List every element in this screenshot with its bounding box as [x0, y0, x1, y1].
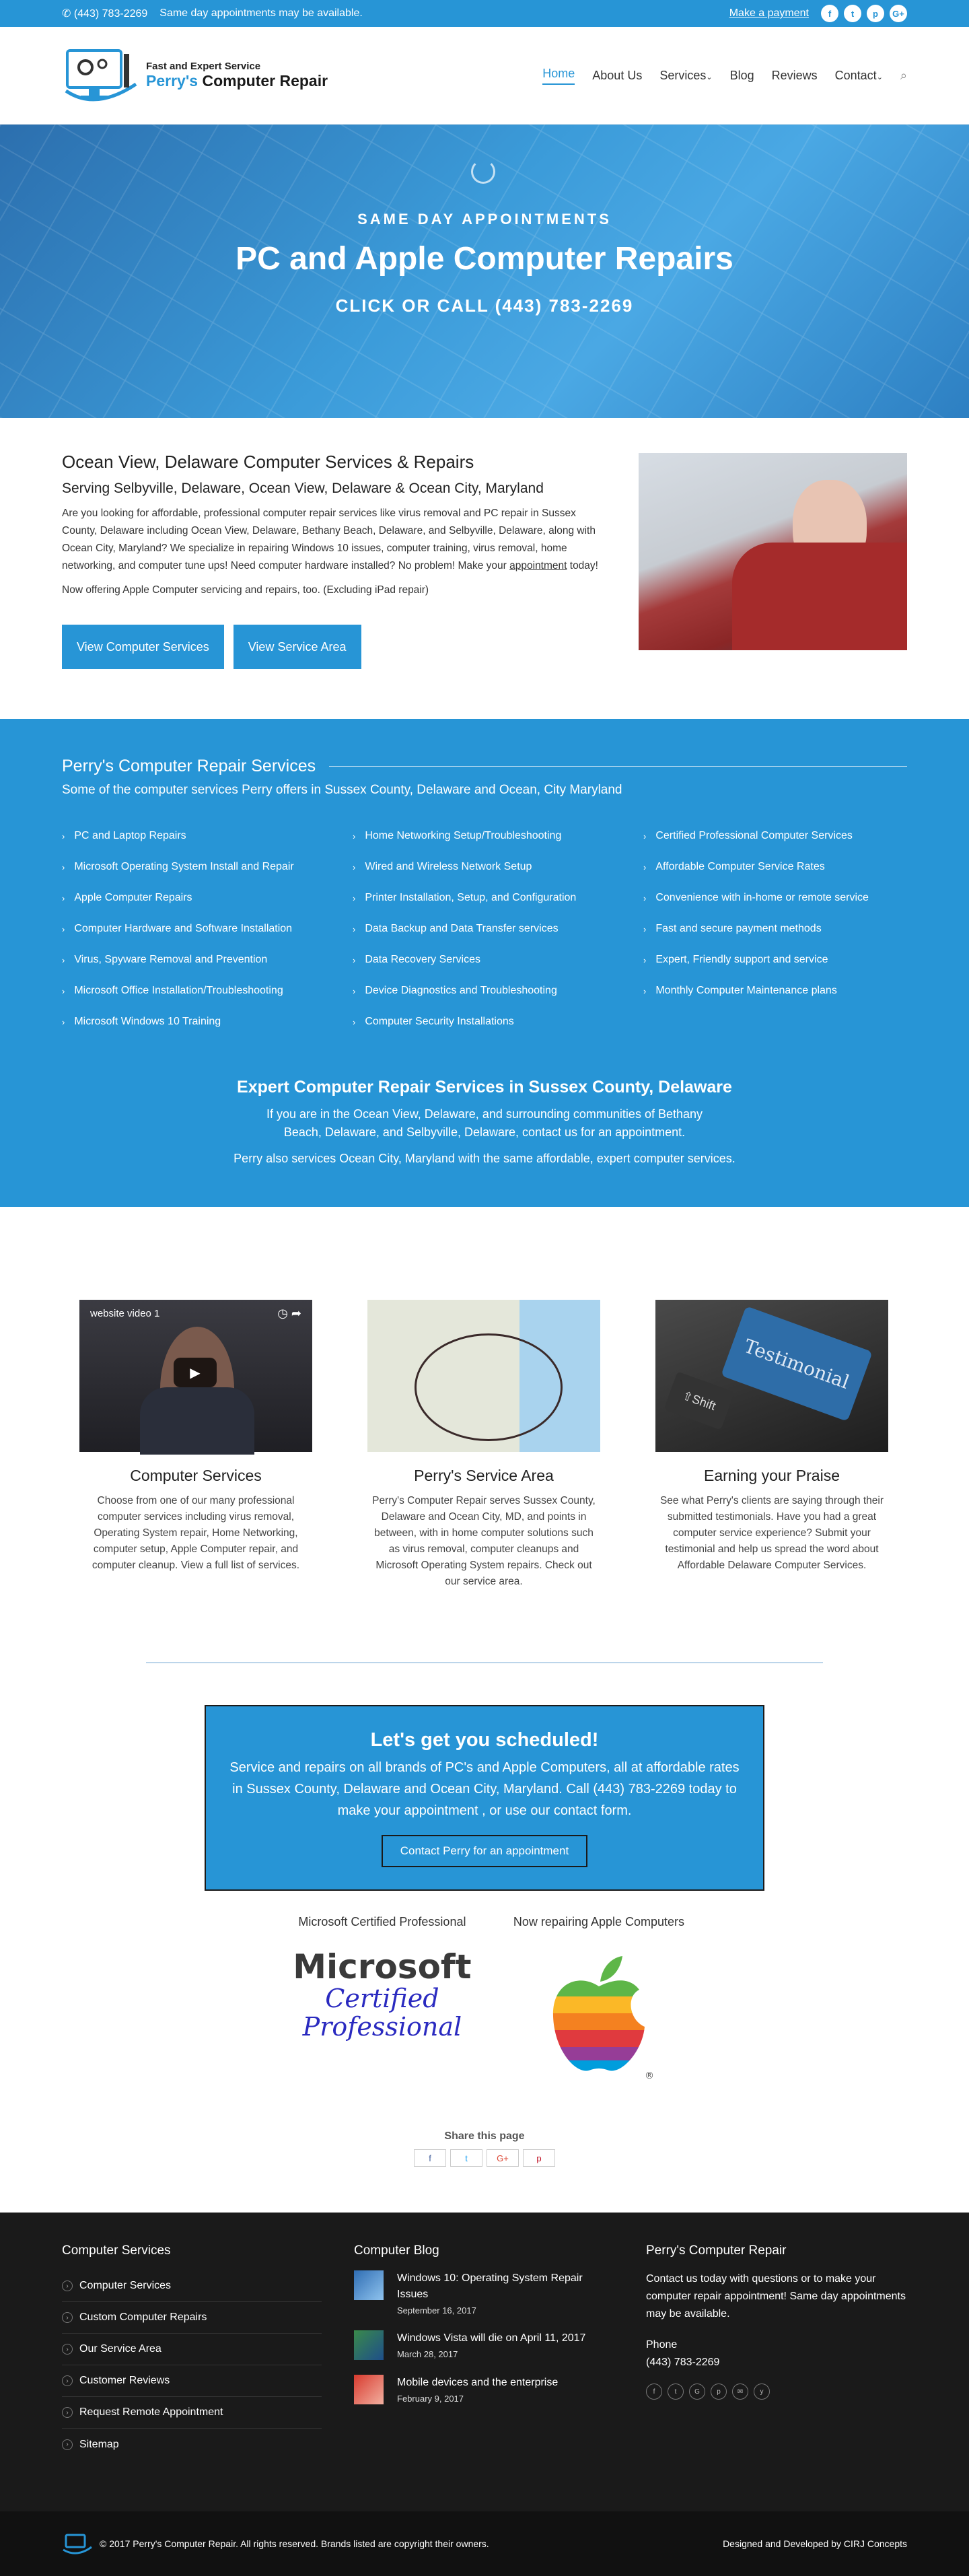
- service-item: › Computer Hardware and Software Installation: [62, 923, 293, 934]
- certifications: [0, 1891, 969, 2130]
- google-plus-icon[interactable]: G: [689, 2383, 705, 2400]
- twitter-icon[interactable]: t: [668, 2383, 684, 2400]
- service-item: › Convenience with in-home or remote service: [643, 892, 869, 903]
- yelp-icon[interactable]: y: [754, 2383, 770, 2400]
- chevron-right-icon: ›: [643, 985, 647, 996]
- service-item: › Expert, Friendly support and service: [643, 954, 828, 965]
- service-item: › Certified Professional Computer Services: [643, 830, 853, 841]
- search-icon[interactable]: ⌕: [900, 68, 907, 82]
- facebook-icon[interactable]: f: [646, 2383, 662, 2400]
- chevron-right-icon: ›: [62, 862, 65, 872]
- apple-logo-icon: [545, 1949, 653, 2084]
- logo-tagline: Fast and Expert Service: [146, 61, 261, 72]
- ms-cert-title: Microsoft Certified Professional: [298, 1915, 466, 1928]
- chevron-right-icon: ›: [62, 924, 65, 934]
- service-item: › Fast and secure payment methods: [643, 923, 822, 934]
- schedule-body: Service and repairs on all brands of PC's and Apple Computers, all at affordable rates in Sussex County, Delaware and Ocean City, Maryland. Call (443) 783-2269 today to make your appointment , or use our contact form.: [229, 1760, 740, 1818]
- share-facebook-icon[interactable]: f: [414, 2149, 446, 2167]
- logo-brand: Perry's Computer Repair: [146, 72, 328, 90]
- chevron-right-icon: ›: [62, 1016, 65, 1027]
- service-item: › Affordable Computer Service Rates: [643, 861, 825, 872]
- services-column-2: [353, 821, 616, 1037]
- video-title: website video 1: [90, 1308, 160, 1319]
- feature-service-area: [367, 1300, 600, 1622]
- contact-button[interactable]: Contact Perry for an appointment: [382, 1835, 587, 1867]
- service-item: › Monthly Computer Maintenance plans: [643, 985, 837, 996]
- service-item: › Device Diagnostics and Troubleshooting: [353, 985, 557, 996]
- main-nav: [542, 67, 907, 85]
- services-subtitle: Some of the computer services Perry offers in Sussex County, Delaware and Ocean, City Maryland: [62, 783, 622, 797]
- expert-block: [62, 1078, 907, 1168]
- play-icon[interactable]: ▶: [174, 1358, 217, 1387]
- hero-call-link[interactable]: CLICK OR CALL (443) 783-2269: [335, 295, 634, 316]
- blog-post[interactable]: Windows 10: Operating System Repair Issues September 16, 2017: [354, 2270, 614, 2316]
- service-item: › Data Recovery Services: [353, 954, 480, 965]
- service-item: › Microsoft Operating System Install and Repair: [62, 861, 294, 872]
- nav-about[interactable]: About Us: [592, 68, 643, 82]
- footer-about-body: Contact us today with questions or to make your computer repair appointment! Same day appointments may be available.: [646, 2273, 906, 2320]
- service-item: › Computer Security Installations: [353, 1016, 514, 1027]
- hero-subtitle: SAME DAY APPOINTMENTS: [357, 211, 612, 228]
- site-logo[interactable]: [62, 44, 328, 108]
- phone-link[interactable]: ✆ (443) 783-2269: [62, 8, 148, 20]
- footer-about-title: Perry's Computer Repair: [646, 2243, 787, 2258]
- testimonial-image[interactable]: [655, 1300, 888, 1452]
- share-icon[interactable]: ◷ ➦: [277, 1307, 301, 1320]
- share-section: [0, 2130, 969, 2213]
- chevron-right-icon: ›: [62, 2439, 73, 2450]
- footer-services: [62, 2243, 322, 2511]
- feature-computer-services: [79, 1300, 312, 1622]
- services-section: [0, 719, 969, 1207]
- expert-body: If you are in the Ocean View, Delaware, and surrounding communities of Bethany Beach, Delaware, and Selbyville, Delaware, contact us for an appointment.: [266, 1107, 703, 1139]
- feature-praise: [655, 1300, 888, 1622]
- view-area-button[interactable]: View Service Area: [234, 625, 361, 669]
- chevron-right-icon: ›: [62, 954, 65, 965]
- appointment-link[interactable]: appointment: [509, 560, 567, 571]
- feature-body: Choose from one of our many professional computer services including virus removal, Operating System repair, Home Networking, computer setup, Apple Computer repair, and computer cleanup. View a full list of services.: [92, 1495, 300, 1571]
- footer-link[interactable]: › Custom Computer Repairs: [62, 2302, 322, 2334]
- footer-about: [646, 2243, 906, 2511]
- designer-credit[interactable]: Designed and Developed by CIRJ Concepts: [723, 2538, 907, 2549]
- google-plus-icon[interactable]: G+: [890, 5, 907, 22]
- chevron-right-icon: ›: [62, 831, 65, 841]
- top-bar: [0, 0, 969, 27]
- feature-body: See what Perry's clients are saying through their submitted testimonials. Have you had a great computer service experience? Submit your testimonial and help us spread the word about Affordable Delaware Computer Services.: [659, 1495, 884, 1571]
- shift-key: ⇧ Shift: [663, 1371, 734, 1430]
- intro-subtitle: Serving Selbyville, Delaware, Ocean View, Delaware & Ocean City, Maryland: [62, 481, 544, 496]
- chevron-right-icon: ›: [353, 831, 356, 841]
- blog-post[interactable]: Windows Vista will die on April 11, 2017 March 28, 2017: [354, 2330, 614, 2360]
- loading-icon: [471, 160, 495, 184]
- nav-services[interactable]: Services⌄: [659, 68, 713, 82]
- chevron-down-icon: ⌄: [876, 73, 883, 81]
- service-item: › Wired and Wireless Network Setup: [353, 861, 532, 872]
- feature-title[interactable]: Perry's Service Area: [414, 1467, 554, 1484]
- share-twitter-icon[interactable]: t: [450, 2149, 482, 2167]
- nav-reviews[interactable]: Reviews: [771, 68, 818, 82]
- footer-link[interactable]: › Customer Reviews: [62, 2365, 322, 2397]
- chevron-right-icon: ›: [643, 862, 647, 872]
- footer-logo-icon: [62, 2532, 93, 2555]
- copyright: © 2017 Perry's Computer Repair. All rights reserved. Brands listed are copyright their owners.: [100, 2538, 489, 2549]
- footer-social: [646, 2383, 906, 2400]
- post-thumbnail: [354, 2330, 384, 2360]
- view-services-button[interactable]: View Computer Services: [62, 625, 224, 669]
- chevron-right-icon: ›: [62, 893, 65, 903]
- service-item: › PC and Laptop Repairs: [62, 830, 186, 841]
- blog-post[interactable]: Mobile devices and the enterprise February 9, 2017: [354, 2375, 614, 2404]
- pinterest-icon[interactable]: p: [867, 5, 884, 22]
- svg-text:®: ®: [644, 2070, 654, 2081]
- intro-section: [0, 418, 969, 719]
- chevron-right-icon: ›: [643, 954, 647, 965]
- feature-title[interactable]: Computer Services: [130, 1467, 262, 1484]
- footer-link[interactable]: › Sitemap: [62, 2429, 322, 2460]
- chevron-right-icon: ›: [643, 831, 647, 841]
- microsoft-certified-logo: Microsoft Certified Professional: [293, 1947, 472, 2042]
- apple-note: Now offering Apple Computer servicing and repairs, too. (Excluding iPad repair): [62, 584, 429, 596]
- facebook-icon[interactable]: f: [821, 5, 838, 22]
- apple-cert-title: Now repairing Apple Computers: [513, 1915, 685, 1928]
- footer-services-title: Computer Services: [62, 2243, 171, 2258]
- make-payment-link[interactable]: Make a payment: [729, 7, 809, 19]
- post-thumbnail: [354, 2375, 384, 2404]
- site-header: [0, 27, 969, 125]
- bottom-bar: [0, 2511, 969, 2576]
- hero-title: PC and Apple Computer Repairs: [236, 241, 733, 277]
- chevron-down-icon: ⌄: [706, 73, 713, 81]
- footer-phone[interactable]: (443) 783-2269: [646, 2357, 720, 2368]
- chevron-right-icon: ›: [62, 2344, 73, 2355]
- share-pinterest-icon[interactable]: p: [523, 2149, 555, 2167]
- services-column-3: [643, 821, 907, 1037]
- chevron-right-icon: ›: [353, 954, 356, 965]
- footer-blog-title: Computer Blog: [354, 2243, 439, 2258]
- chevron-right-icon: ›: [62, 2375, 73, 2386]
- share-google-icon[interactable]: G+: [487, 2149, 519, 2167]
- mail-icon[interactable]: ✉: [732, 2383, 748, 2400]
- service-item: › Apple Computer Repairs: [62, 892, 192, 903]
- perry-photo: [639, 453, 907, 650]
- chevron-right-icon: ›: [62, 2281, 73, 2291]
- chevron-right-icon: ›: [643, 893, 647, 903]
- footer-blog: [354, 2243, 614, 2511]
- service-area-map[interactable]: [367, 1300, 600, 1452]
- service-item: › Data Backup and Data Transfer services: [353, 923, 559, 934]
- chevron-right-icon: ›: [62, 2312, 73, 2323]
- expert-also: Perry also services Ocean City, Maryland with the same affordable, expert computer services.: [234, 1152, 735, 1165]
- chevron-right-icon: ›: [62, 2407, 73, 2418]
- ms-cert: [285, 1915, 480, 2130]
- testimonial-key: Testimonial: [721, 1306, 873, 1422]
- schedule-title: Let's get you scheduled!: [370, 1729, 599, 1751]
- service-item: › Printer Installation, Setup, and Configuration: [353, 892, 577, 903]
- intro-body: Are you looking for affordable, professional computer repair services like virus removal and PC repair in Sussex County, Delaware including Ocean View, Delaware, Bethany Beach, Delaware, and Selbyville, Delaware, along with Ocean City, Maryland? We specialize in repairing Windows 10 issues, computer training, virus removal, home networking, and computer tune ups! Need computer hardware installed? No problem! Make your appointment today!: [62, 508, 598, 571]
- site-footer: [0, 2213, 969, 2511]
- intro-title: Ocean View, Delaware Computer Services & Repairs: [62, 452, 474, 472]
- chevron-right-icon: ›: [353, 1016, 356, 1027]
- chevron-right-icon: ›: [62, 985, 65, 996]
- footer-phone-label: Phone: [646, 2339, 678, 2351]
- service-item: › Microsoft Office Installation/Troubleshooting: [62, 985, 283, 996]
- footer-link[interactable]: › Computer Services: [62, 2270, 322, 2302]
- nav-blog[interactable]: Blog: [729, 68, 754, 82]
- pinterest-icon[interactable]: p: [711, 2383, 727, 2400]
- feature-title[interactable]: Earning your Praise: [704, 1467, 840, 1484]
- computer-logo-icon: [62, 44, 139, 108]
- chevron-right-icon: ›: [643, 924, 647, 934]
- services-title: Perry's Computer Repair Services: [62, 757, 316, 775]
- services-column-1: [62, 821, 326, 1037]
- schedule-box: [205, 1705, 764, 1891]
- nav-home[interactable]: Home: [542, 67, 575, 85]
- chevron-right-icon: ›: [353, 924, 356, 934]
- feature-body: Perry's Computer Repair serves Sussex County, Delaware and Ocean City, MD, and points in between, with in home computer solutions such as virus removal, computer cleanups and Microsoft Operating System repairs. Check out our service area.: [372, 1495, 596, 1587]
- post-thumbnail: [354, 2270, 384, 2300]
- chevron-right-icon: ›: [353, 985, 356, 996]
- features-section: [0, 1207, 969, 1662]
- twitter-icon[interactable]: t: [844, 5, 861, 22]
- footer-link[interactable]: › Our Service Area: [62, 2334, 322, 2365]
- expert-title: Expert Computer Repair Services in Sussex County, Delaware: [237, 1078, 732, 1096]
- section-divider: [146, 1662, 823, 1663]
- chevron-right-icon: ›: [353, 893, 356, 903]
- service-item: › Virus, Spyware Removal and Prevention: [62, 954, 268, 965]
- chevron-right-icon: ›: [353, 862, 356, 872]
- share-label: Share this page: [444, 2130, 525, 2142]
- service-item: › Microsoft Windows 10 Training: [62, 1016, 221, 1027]
- apple-cert: [513, 1915, 684, 2130]
- nav-contact[interactable]: Contact⌄: [834, 68, 883, 82]
- footer-link[interactable]: › Request Remote Appointment: [62, 2397, 322, 2429]
- video-player[interactable]: [79, 1300, 312, 1452]
- hero-banner: [0, 125, 969, 418]
- appointment-notice: Same day appointments may be available.: [159, 7, 363, 19]
- service-item: › Home Networking Setup/Troubleshooting: [353, 830, 562, 841]
